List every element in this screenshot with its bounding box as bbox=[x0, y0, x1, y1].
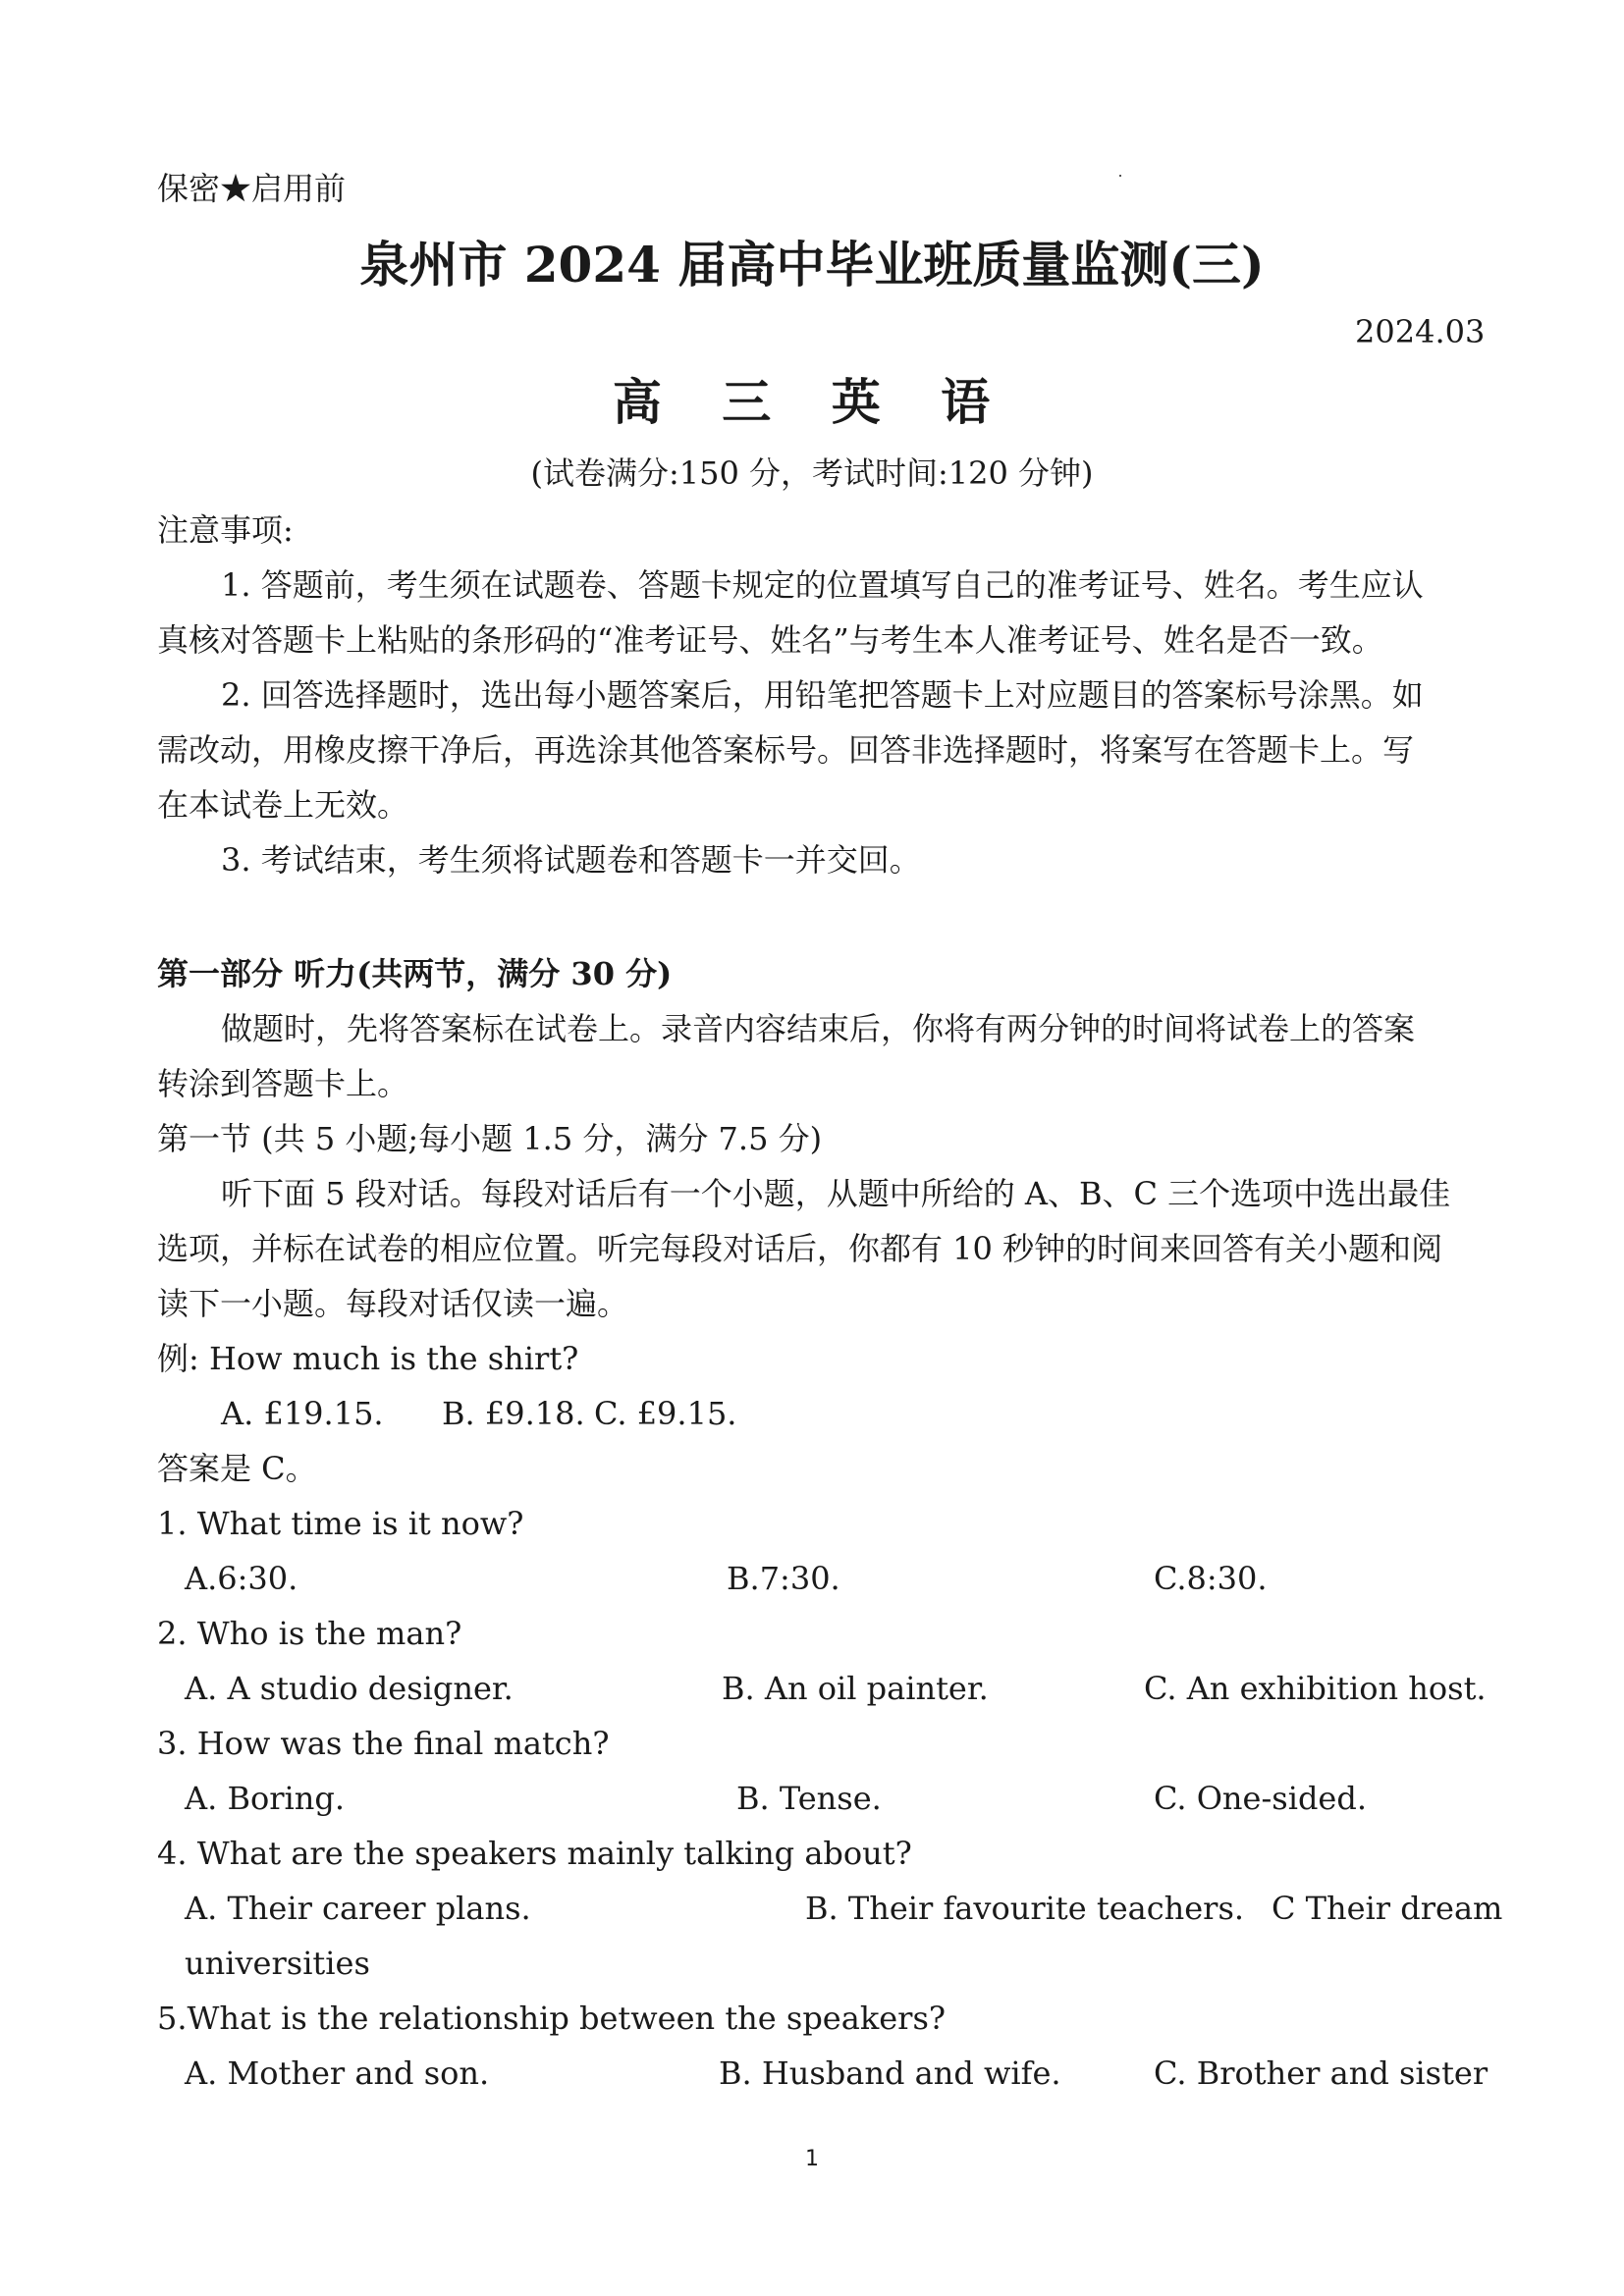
question-1: 1. What time is it now? bbox=[157, 1505, 524, 1542]
part1-intro-line: 做题时，先将答案标在试卷上。录音内容结束后，你将有两分钟的时间将试卷上的答案 bbox=[221, 1010, 1416, 1047]
speck-mark bbox=[1119, 175, 1121, 177]
note-line: 2. 回答选择题时，选出每小题答案后，用铅笔把答题卡上对应题目的答案标号涂黑。如 bbox=[221, 676, 1424, 714]
section1-heading: 第一节 (共 5 小题;每小题 1.5 分，满分 7.5 分) bbox=[157, 1120, 823, 1157]
question-5: 5.What is the relationship between the speakers? bbox=[157, 2000, 947, 2037]
question-3: 3. How was the final match? bbox=[157, 1725, 610, 1762]
q4-option-c: C Their dream bbox=[1272, 1890, 1503, 1927]
q1-option-a: A.6:30. bbox=[185, 1560, 298, 1597]
question-4: 4. What are the speakers mainly talking about? bbox=[157, 1835, 912, 1872]
q3-option-a: A. Boring. bbox=[185, 1780, 346, 1817]
example-option-b: B. £9.18. bbox=[442, 1395, 585, 1432]
question-2: 2. Who is the man? bbox=[157, 1615, 462, 1652]
q2-option-c: C. An exhibition host. bbox=[1144, 1670, 1487, 1707]
part1-heading: 第一部分 听力(共两节，满分 30 分) bbox=[157, 955, 673, 992]
q1-option-c: C.8:30. bbox=[1154, 1560, 1268, 1597]
q5-option-c: C. Brother and sister bbox=[1154, 2055, 1489, 2092]
note-line: 在本试卷上无效。 bbox=[157, 786, 409, 824]
note-line: 1. 答题前，考生须在试题卷、答题卡规定的位置填写自己的准考证号、姓名。考生应认 bbox=[221, 566, 1424, 604]
section1-intro-line: 读下一小题。每段对话仅读一遍。 bbox=[157, 1285, 629, 1322]
notes-heading: 注意事项: bbox=[157, 511, 294, 549]
note-line: 需改动，用橡皮擦干净后，再选涂其他答案标号。回答非选择题时，将案写在答题卡上。写 bbox=[157, 731, 1415, 769]
q4-option-a: A. Their career plans. bbox=[185, 1890, 531, 1927]
q5-option-a: A. Mother and son. bbox=[185, 2055, 490, 2092]
confidential-label: 保密★启用前 bbox=[157, 170, 347, 207]
score-info: (试卷满分:150 分，考试时间:120 分钟) bbox=[530, 454, 1094, 492]
exam-title: 泉州市 2024 届高中毕业班质量监测(三) bbox=[359, 236, 1265, 294]
note-line: 3. 考试结束，考生须将试题卷和答题卡一并交回。 bbox=[221, 841, 921, 879]
section1-intro-line: 听下面 5 段对话。每段对话后有一个小题，从题中所给的 A、B、C 三个选项中选出最佳 bbox=[221, 1175, 1451, 1212]
example-answer: 答案是 C。 bbox=[157, 1450, 317, 1487]
q2-option-b: B. An oil painter. bbox=[722, 1670, 989, 1707]
page-number: 1 bbox=[805, 2147, 819, 2171]
q4-option-b: B. Their favourite teachers. bbox=[805, 1890, 1245, 1927]
q3-option-b: B. Tense. bbox=[736, 1780, 882, 1817]
subject-title: 高 三 英 语 bbox=[612, 373, 1012, 431]
example-option-a: A. £19.15. bbox=[221, 1395, 384, 1432]
part1-intro-line: 转涂到答题卡上。 bbox=[157, 1065, 409, 1102]
q3-option-c: C. One-sided. bbox=[1154, 1780, 1368, 1817]
section1-intro-line: 选项，并标在试卷的相应位置。听完每段对话后，你都有 10 秒钟的时间来回答有关小题和阅 bbox=[157, 1230, 1443, 1267]
q1-option-b: B.7:30. bbox=[727, 1560, 840, 1597]
example-question: 例: How much is the shirt? bbox=[157, 1340, 579, 1377]
example-option-c: C. £9.15. bbox=[594, 1395, 737, 1432]
note-line: 真核对答题卡上粘贴的条形码的“准考证号、姓名”与考生本人准考证号、姓名是否一致。 bbox=[157, 621, 1383, 659]
q2-option-a: A. A studio designer. bbox=[185, 1670, 514, 1707]
q4-option-c-continued: universities bbox=[185, 1945, 370, 1982]
exam-date: 2024.03 bbox=[1355, 313, 1486, 350]
q5-option-b: B. Husband and wife. bbox=[719, 2055, 1061, 2092]
